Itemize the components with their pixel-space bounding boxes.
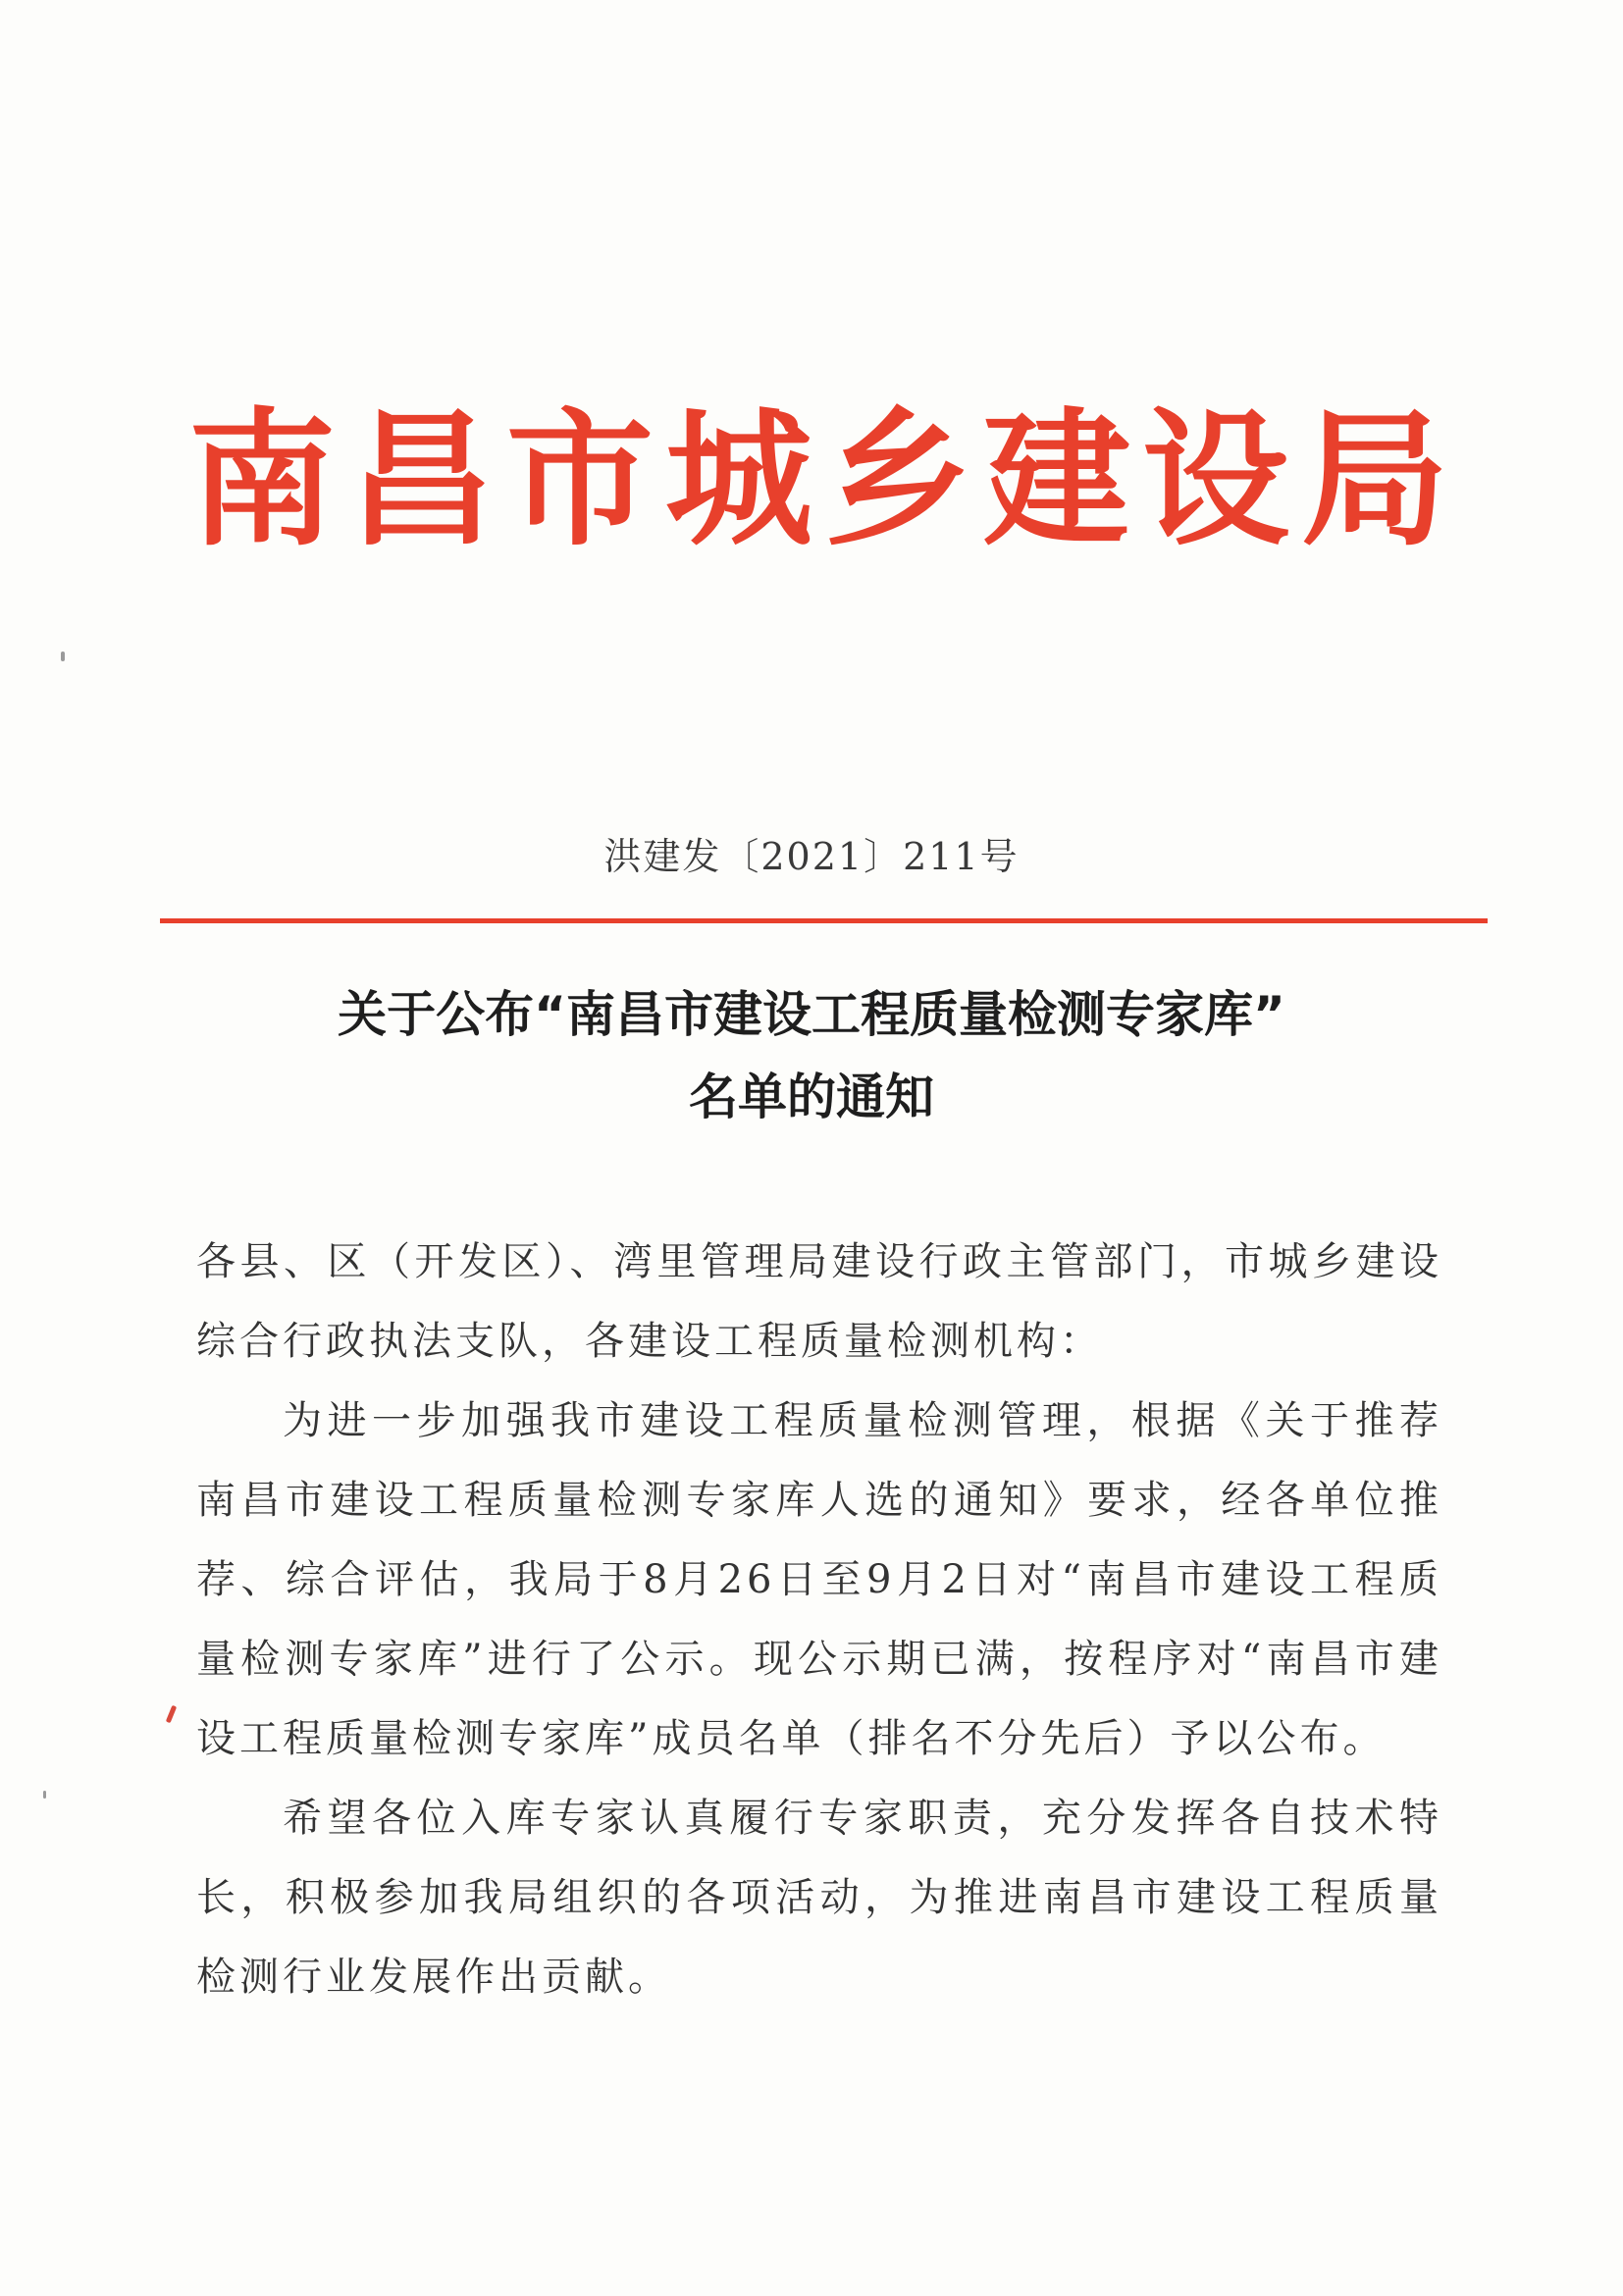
salutation: 各县、区（开发区）、湾里管理局建设行政主管部门，市城乡建设综合行政执法支队，各建设工程质量检测机构： bbox=[196, 1239, 1442, 1364]
scan-speck bbox=[43, 1791, 46, 1799]
scan-speck bbox=[61, 652, 65, 661]
notice-title-line-1: 关于公布“南昌市建设工程质量检测专家库” bbox=[338, 986, 1285, 1043]
body-paragraph-1: 为进一步加强我市建设工程质量检测管理，根据《关于推荐南昌市建设工程质量检测专家库人选的通知》要求，经各单位推荐、综合评估，我局于8月26日至9月2日对“南昌市建设工程质量检测专家库”进行了公示。现公示期已满，按程序对“南昌市建设工程质量检测专家库”成员名单（排名不分先后）予以公布。 bbox=[196, 1398, 1442, 1761]
document-number: 洪建发〔2021〕211号 bbox=[603, 835, 1020, 878]
issuing-authority-masthead: 南昌市城乡建设局 bbox=[187, 395, 1460, 566]
scan-red-mark bbox=[166, 1705, 177, 1724]
notice-title bbox=[147, 973, 1476, 1138]
red-separator-line bbox=[160, 918, 1488, 923]
body-paragraph-2: 希望各位入库专家认真履行专家职责，充分发挥各自技术特长，积极参加我局组织的各项活动，为推进南昌市建设工程质量检测行业发展作出贡献。 bbox=[196, 1796, 1442, 2000]
notice-body bbox=[196, 1223, 1442, 2017]
notice-title-line-2: 名单的通知 bbox=[689, 1069, 934, 1125]
